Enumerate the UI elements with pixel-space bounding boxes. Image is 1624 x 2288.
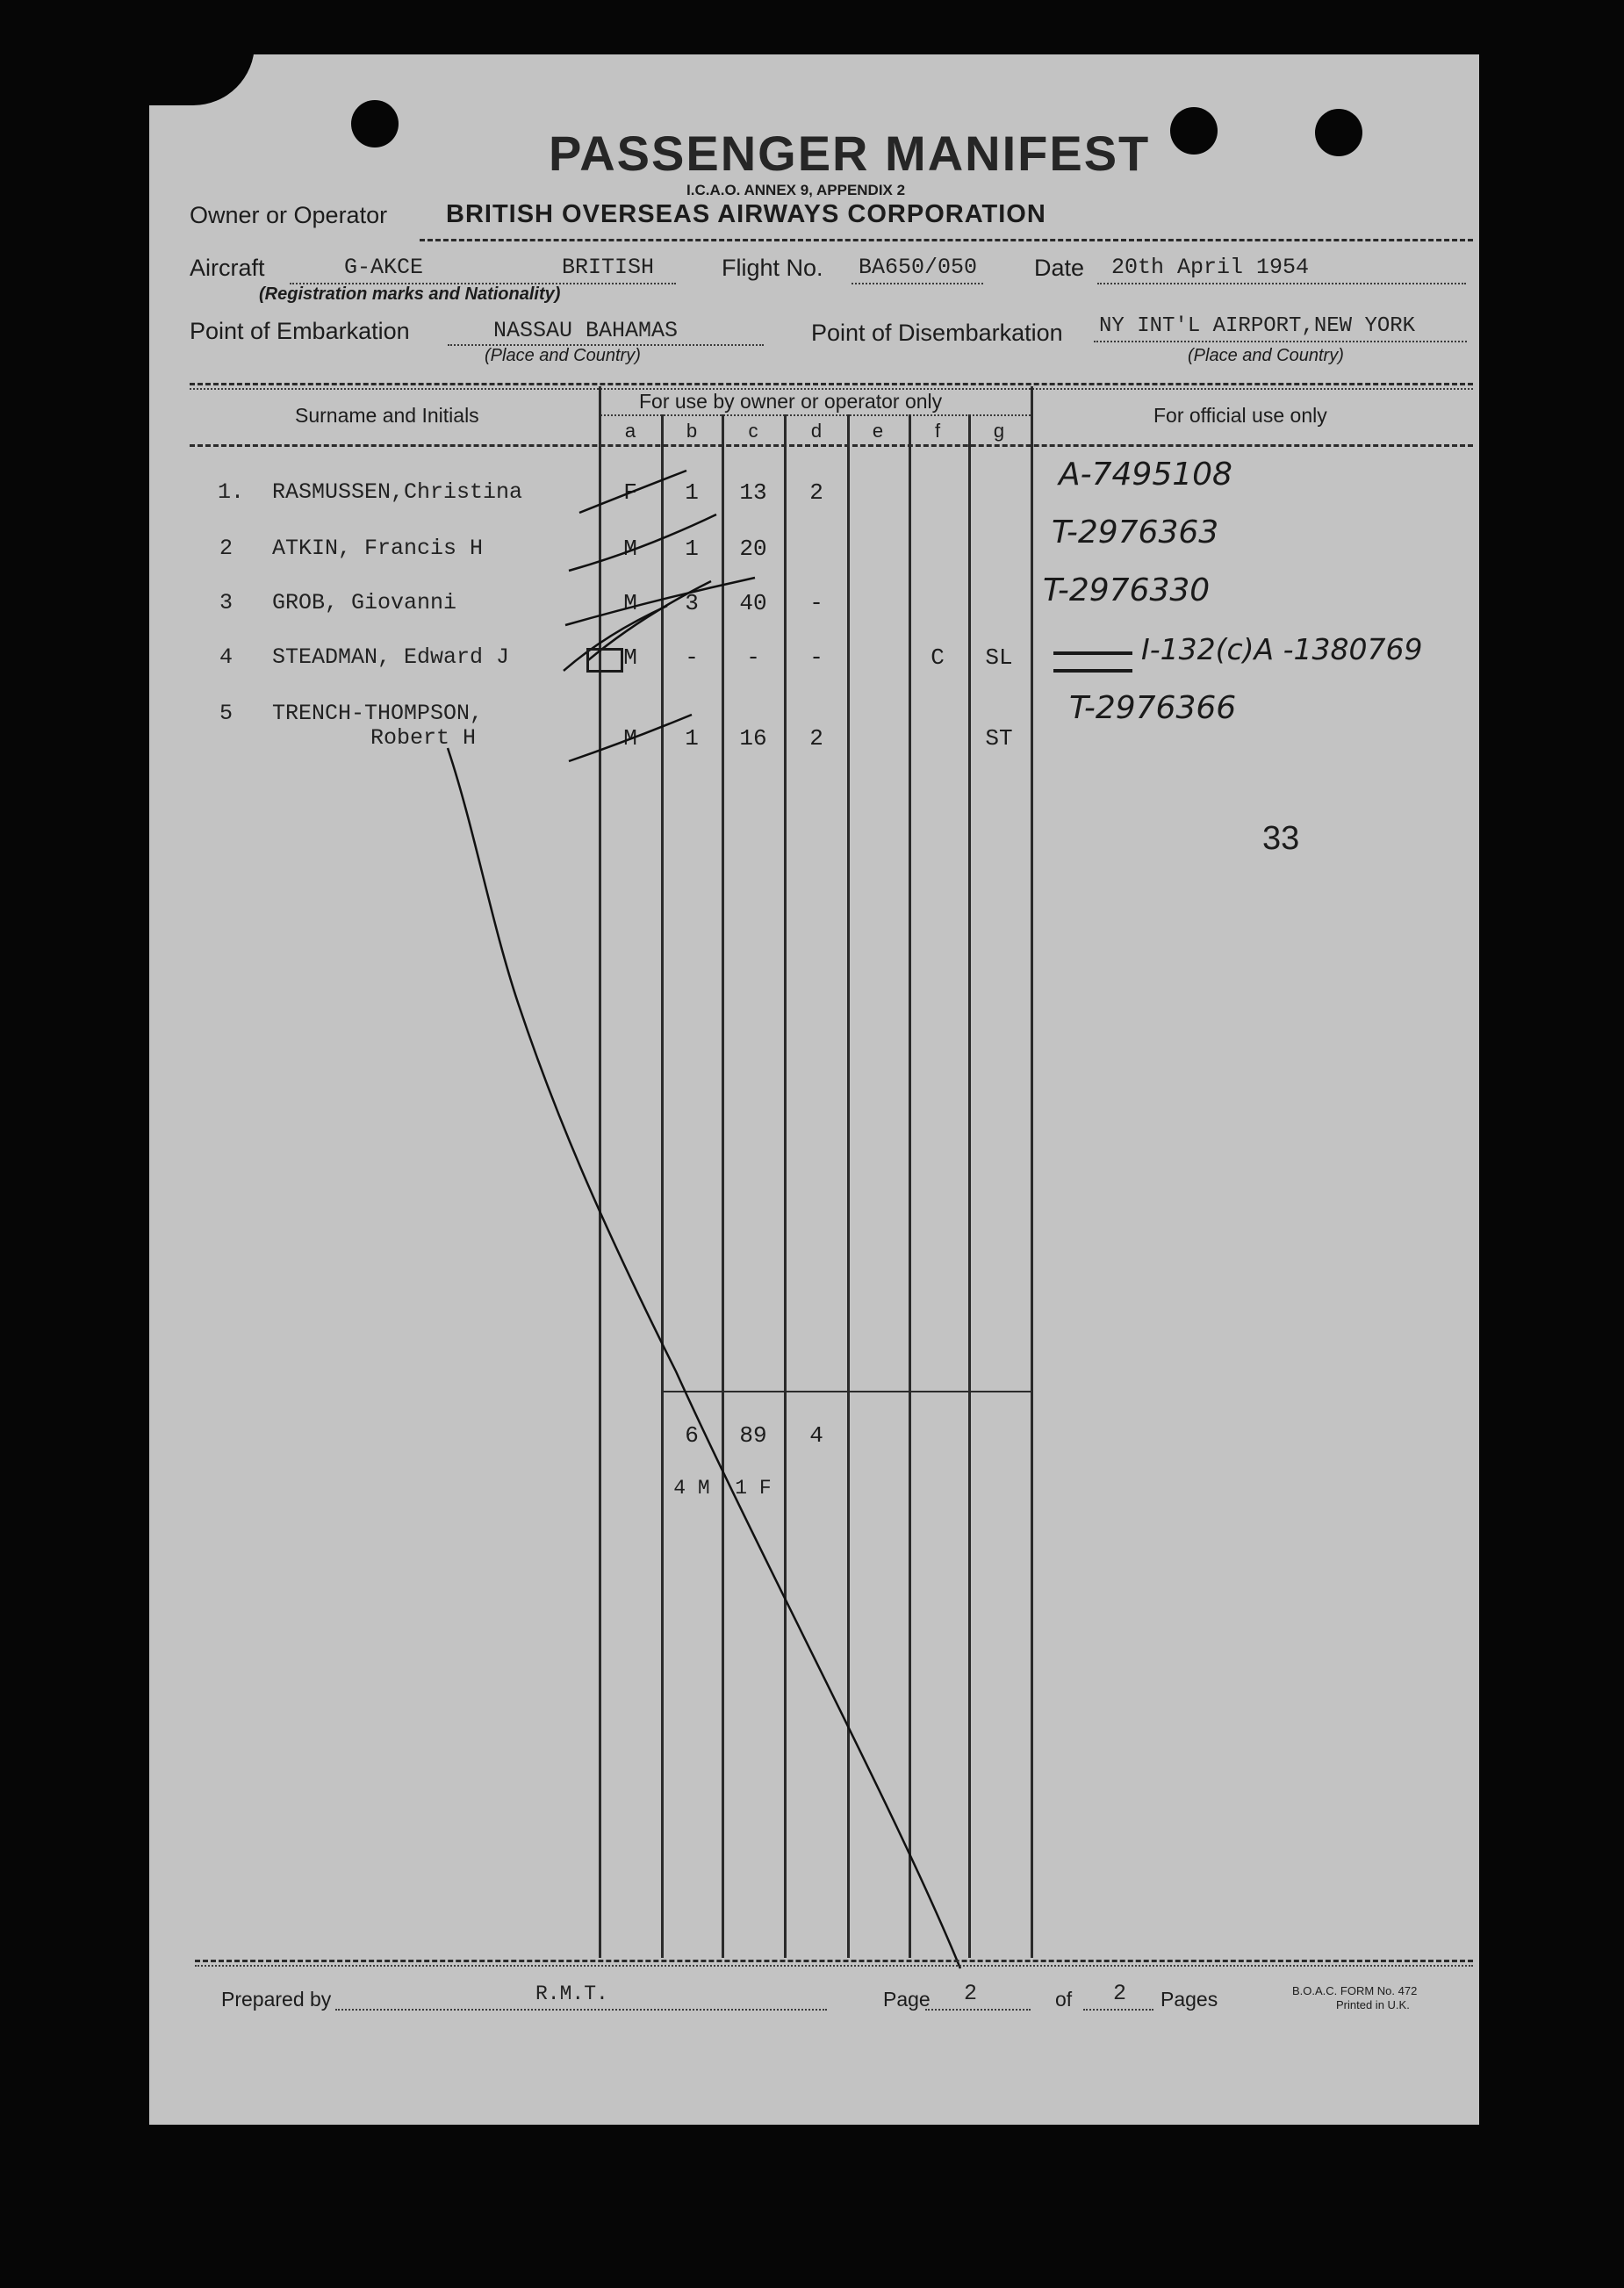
table-top-border: [190, 383, 1473, 385]
cell-b: 1: [685, 536, 699, 562]
column-a-letter: a: [624, 420, 636, 442]
cell-f: C: [931, 644, 945, 671]
divider: [420, 239, 1473, 241]
embarkation-note: (Place and Country): [485, 346, 641, 365]
pages-label: Pages: [1161, 1988, 1218, 2011]
official-entry: T-2976363: [1052, 514, 1219, 550]
row-number: 3: [219, 590, 234, 615]
column-divider: [847, 414, 850, 1958]
page-mark: 33: [1262, 820, 1300, 857]
official-entry: I-132(c)A -1380769: [1141, 632, 1423, 666]
cell-b: -: [685, 644, 699, 671]
manifest-page: [149, 54, 1479, 2125]
disembarkation-label: Point of Disembarkation: [811, 320, 1063, 346]
column-divider: [784, 414, 787, 1958]
cell-c: -: [746, 644, 760, 671]
column-divider: [1031, 386, 1033, 1958]
official-entry: A-7495108: [1059, 457, 1232, 493]
column-divider: [968, 414, 971, 1958]
column-divider: [599, 386, 601, 1958]
owner-label: Owner or Operator: [190, 202, 388, 228]
page-label: Page: [883, 1988, 931, 2011]
embarkation-value: NASSAU BAHAMAS: [493, 318, 679, 343]
row-number: 1.: [218, 479, 245, 505]
passenger-name: ATKIN, Francis H: [272, 536, 484, 561]
footer-divider: [195, 1965, 1473, 1967]
cell-b: 1: [685, 725, 699, 752]
column-g-letter: g: [993, 420, 1005, 442]
header-owner-use: For use by owner or operator only: [639, 390, 943, 413]
cell-b: 3: [685, 590, 699, 616]
cell-b: 1: [685, 479, 699, 506]
row-number: 5: [219, 701, 234, 726]
column-e-letter: e: [872, 420, 884, 442]
cell-a: M: [623, 590, 637, 616]
date-value: 20th April 1954: [1111, 255, 1310, 280]
row-number: 2: [219, 536, 234, 561]
form-number: B.O.A.C. FORM No. 472: [1292, 1984, 1418, 1997]
underline: [335, 2009, 827, 2011]
prepared-by-value: R.M.T.: [535, 1982, 608, 2005]
punch-hole: [351, 100, 399, 147]
cell-a: M: [623, 536, 637, 562]
column-divider: [661, 414, 664, 1958]
torn-corner: [149, 0, 255, 105]
struck-entry: [1053, 651, 1132, 673]
footer-divider: [195, 1960, 1473, 1962]
underline: [852, 283, 983, 284]
printed-in: Printed in U.K.: [1336, 1998, 1410, 2011]
column-b-letter: b: [686, 420, 698, 442]
female-count: 1 F: [735, 1477, 772, 1500]
cell-g: SL: [985, 644, 1013, 671]
aircraft-note: (Registration marks and Nationality): [259, 284, 561, 304]
header-surname: Surname and Initials: [295, 404, 479, 427]
flight-label: Flight No.: [722, 255, 823, 281]
passenger-name: RASMUSSEN,Christina: [272, 479, 523, 505]
date-label: Date: [1034, 255, 1085, 281]
header-divider: [600, 414, 1031, 416]
form-subtitle: I.C.A.O. ANNEX 9, APPENDIX 2: [686, 182, 906, 198]
column-d-letter: d: [810, 420, 823, 442]
passenger-name: GROB, Giovanni: [272, 590, 457, 615]
aircraft-label: Aircraft: [190, 255, 265, 281]
cell-d: -: [809, 590, 823, 616]
column-c-letter: c: [748, 420, 758, 442]
box-scribble: [586, 648, 623, 673]
disembarkation-value: NY INT'L AIRPORT,NEW YORK: [1099, 314, 1416, 338]
totals-divider: [664, 1391, 1031, 1392]
row-number: 4: [219, 644, 234, 670]
total-c: 89: [739, 1422, 767, 1449]
cell-d: 2: [809, 479, 823, 506]
cell-d: 2: [809, 725, 823, 752]
header-bottom-border: [190, 444, 1473, 447]
aircraft-nationality: BRITISH: [562, 255, 655, 280]
column-divider: [722, 414, 724, 1958]
passenger-name-line2: Robert H: [370, 725, 477, 751]
embarkation-label: Point of Embarkation: [190, 318, 410, 344]
cell-a: F: [623, 479, 637, 506]
underline: [1083, 2009, 1153, 2011]
header-official-use: For official use only: [1153, 404, 1327, 427]
passenger-name: STEADMAN, Edward J: [272, 644, 510, 670]
official-entry: T-2976366: [1069, 690, 1237, 726]
total-b: 6: [685, 1422, 699, 1449]
underline: [1097, 283, 1466, 284]
total-pages: 2: [1113, 1981, 1127, 2006]
of-label: of: [1055, 1988, 1073, 2011]
cell-a: M: [623, 725, 637, 752]
page-number: 2: [964, 1981, 978, 2006]
cell-d: -: [809, 644, 823, 671]
official-entry: T-2976330: [1043, 572, 1211, 608]
owner-value: BRITISH OVERSEAS AIRWAYS CORPORATION: [446, 200, 1046, 228]
aircraft-registration: G-AKCE: [344, 255, 424, 280]
cell-c: 16: [739, 725, 767, 752]
cell-a: M: [623, 644, 637, 671]
cell-c: 13: [739, 479, 767, 506]
total-d: 4: [809, 1422, 823, 1449]
cell-g: ST: [985, 725, 1013, 752]
prepared-by-label: Prepared by: [221, 1988, 332, 2011]
underline: [925, 2009, 1031, 2011]
punch-hole: [1170, 107, 1218, 155]
form-title: PASSENGER MANIFEST: [549, 126, 1151, 181]
column-f-letter: f: [934, 420, 941, 442]
underline: [1094, 341, 1467, 342]
male-count: 4 M: [673, 1477, 710, 1500]
cell-c: 40: [739, 590, 767, 616]
punch-hole: [1315, 109, 1362, 156]
disembarkation-note: (Place and Country): [1188, 346, 1344, 365]
passenger-name: TRENCH-THOMPSON,: [272, 701, 484, 726]
cell-c: 20: [739, 536, 767, 562]
flight-number: BA650/050: [859, 255, 978, 280]
